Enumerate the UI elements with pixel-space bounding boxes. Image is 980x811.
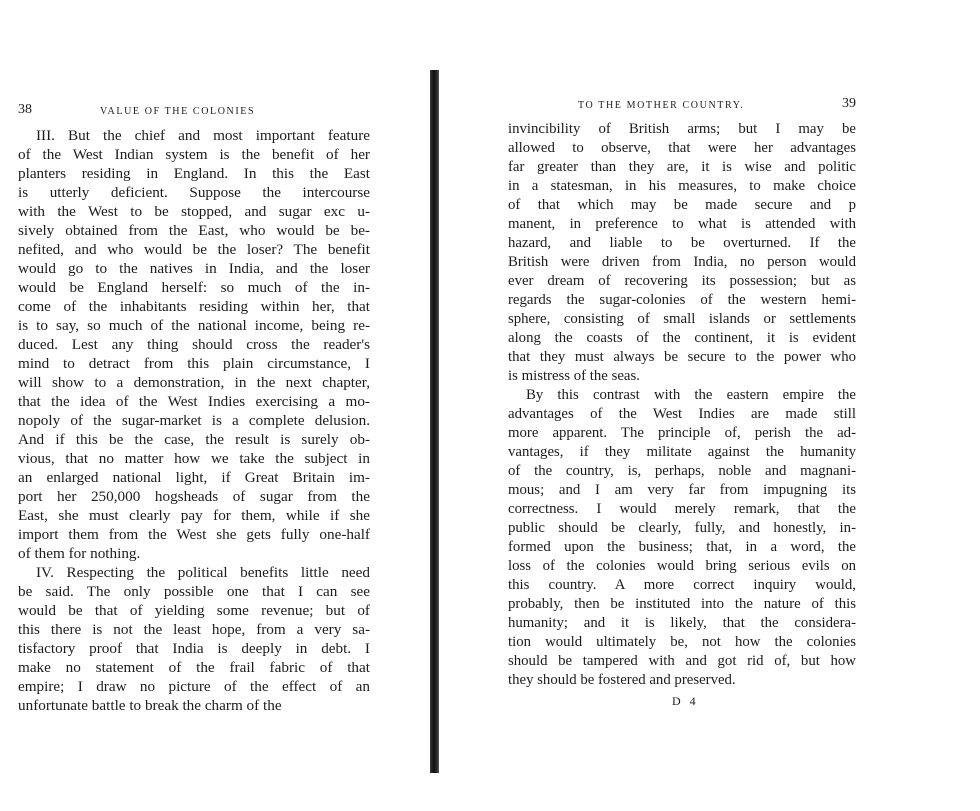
right-page-number: 39 bbox=[842, 96, 856, 111]
text-line: invincibility of British arms; but I may be bbox=[508, 121, 856, 137]
right-running-head: TO THE MOTHER COUNTRY. bbox=[578, 100, 745, 111]
text-line: hazard, and liable to be overturned. If the bbox=[508, 235, 856, 251]
text-line: come of the inhabitants residing within her, that bbox=[18, 298, 370, 315]
text-line: of the West Indian system is the benefit of her bbox=[18, 146, 370, 163]
text-line: III. But the chief and most important feature bbox=[36, 127, 370, 144]
text-line: this there is not the least hope, from a very sa- bbox=[18, 621, 370, 638]
text-line: of that which may be made secure and p bbox=[508, 197, 856, 213]
text-line: this country. A more correct inquiry would, bbox=[508, 577, 856, 593]
text-line: should be tampered with and got rid of, but how bbox=[508, 653, 856, 669]
right-body-text bbox=[508, 120, 856, 690]
text-line: be said. The only possible one that I can see bbox=[18, 583, 370, 600]
text-line: public should be clearly, fully, and honestly, in- bbox=[508, 520, 856, 536]
text-line: IV. Respecting the political benefits little need bbox=[36, 564, 370, 581]
text-line: regards the sugar-colonies of the western hemi- bbox=[508, 292, 856, 308]
text-line: vious, that no matter how we take the subject in bbox=[18, 450, 370, 467]
text-line: tion would ultimately be, not how the colonies bbox=[508, 634, 856, 650]
text-line: By this contrast with the eastern empire the bbox=[526, 387, 856, 403]
text-line: vantages, if they militate against the humanity bbox=[508, 444, 856, 460]
text-line: And if this be the case, the result is surely ob- bbox=[18, 431, 370, 448]
text-line: an enlarged national light, if Great Britain im- bbox=[18, 469, 370, 486]
text-line: formed upon the business; that, in a word, the bbox=[508, 539, 856, 555]
text-line: would be that of yielding some revenue; but of bbox=[18, 602, 370, 619]
text-line: loss of the colonies would bring serious evils on bbox=[508, 558, 856, 574]
text-line: is utterly deficient. Suppose the intercourse bbox=[18, 184, 370, 201]
text-line: port her 250,000 hogsheads of sugar from the bbox=[18, 488, 370, 505]
text-line: with the West to be stopped, and sugar exc u- bbox=[18, 203, 370, 220]
text-line: advantages of the West Indies are made still bbox=[508, 406, 856, 422]
text-line: sively obtained from the East, who would be be- bbox=[18, 222, 370, 239]
text-line: sphere, consisting of small islands or settlements bbox=[508, 311, 856, 327]
text-line: British were driven from India, no person would bbox=[508, 254, 856, 270]
text-line: that they must always be secure to the power who bbox=[508, 349, 856, 365]
text-line: along the coasts of the continent, it is evident bbox=[508, 330, 856, 346]
text-line: East, she must clearly pay for them, while if she bbox=[18, 507, 370, 524]
right-page-header bbox=[508, 98, 856, 120]
text-line: planters residing in England. In this the East bbox=[18, 165, 370, 182]
text-line: of the country, is, perhaps, noble and magnani- bbox=[508, 463, 856, 479]
text-line: ever dream of recovering its possession; but as bbox=[508, 273, 856, 289]
text-line: empire; I draw no picture of the effect of an bbox=[18, 678, 370, 695]
right-page bbox=[508, 98, 856, 712]
text-line: mind to detract from this plain circumstance, I bbox=[18, 355, 370, 372]
left-page-header bbox=[18, 104, 370, 126]
text-line: mous; and I am very far from impugning its bbox=[508, 482, 856, 498]
book-gutter bbox=[430, 70, 439, 773]
signature-mark: D 4 bbox=[672, 694, 699, 708]
left-page bbox=[18, 104, 370, 715]
left-page-number: 38 bbox=[18, 102, 32, 117]
text-line: in a statesman, in his measures, to make choice bbox=[508, 178, 856, 194]
text-line: would go to the natives in India, and the loser bbox=[18, 260, 370, 277]
text-line: is to say, so much of the national income, being re- bbox=[18, 317, 370, 334]
text-line: far greater than they are, it is wise and politic bbox=[508, 159, 856, 175]
text-line: would be England herself: so much of the in- bbox=[18, 279, 370, 296]
text-line: duced. Lest any thing should cross the reader's bbox=[18, 336, 370, 353]
text-line: is mistress of the seas. bbox=[508, 368, 640, 384]
text-line: nopoly of the sugar-market is a complete delusion. bbox=[18, 412, 370, 429]
text-line: that the idea of the West Indies exercising a mo- bbox=[18, 393, 370, 410]
text-line: more apparent. The principle of, perish the ad- bbox=[508, 425, 856, 441]
text-line: manent, in preference to what is attended with bbox=[508, 216, 856, 232]
text-line: will show to a demonstration, in the next chapter, bbox=[18, 374, 370, 391]
left-body-text bbox=[18, 126, 370, 715]
text-line: correctness. I would merely remark, that the bbox=[508, 501, 856, 517]
text-line: nefited, and who would be the loser? The benefit bbox=[18, 241, 370, 258]
left-running-head: VALUE OF THE COLONIES bbox=[100, 106, 256, 117]
text-line: tisfactory proof that India is deeply in debt. I bbox=[18, 640, 370, 657]
text-line: allowed to observe, that were her advantages bbox=[508, 140, 856, 156]
text-line: unfortunate battle to break the charm of the bbox=[18, 697, 282, 714]
text-line: they should be fostered and preserved. bbox=[508, 672, 736, 688]
text-line: of them for nothing. bbox=[18, 545, 141, 562]
text-line: import them from the West she gets fully one-half bbox=[18, 526, 370, 543]
text-line: make no statement of the frail fabric of that bbox=[18, 659, 370, 676]
text-line: probably, then be instituted into the nature of this bbox=[508, 596, 856, 612]
text-line: humanity; and it is likely, that the considera- bbox=[508, 615, 856, 631]
